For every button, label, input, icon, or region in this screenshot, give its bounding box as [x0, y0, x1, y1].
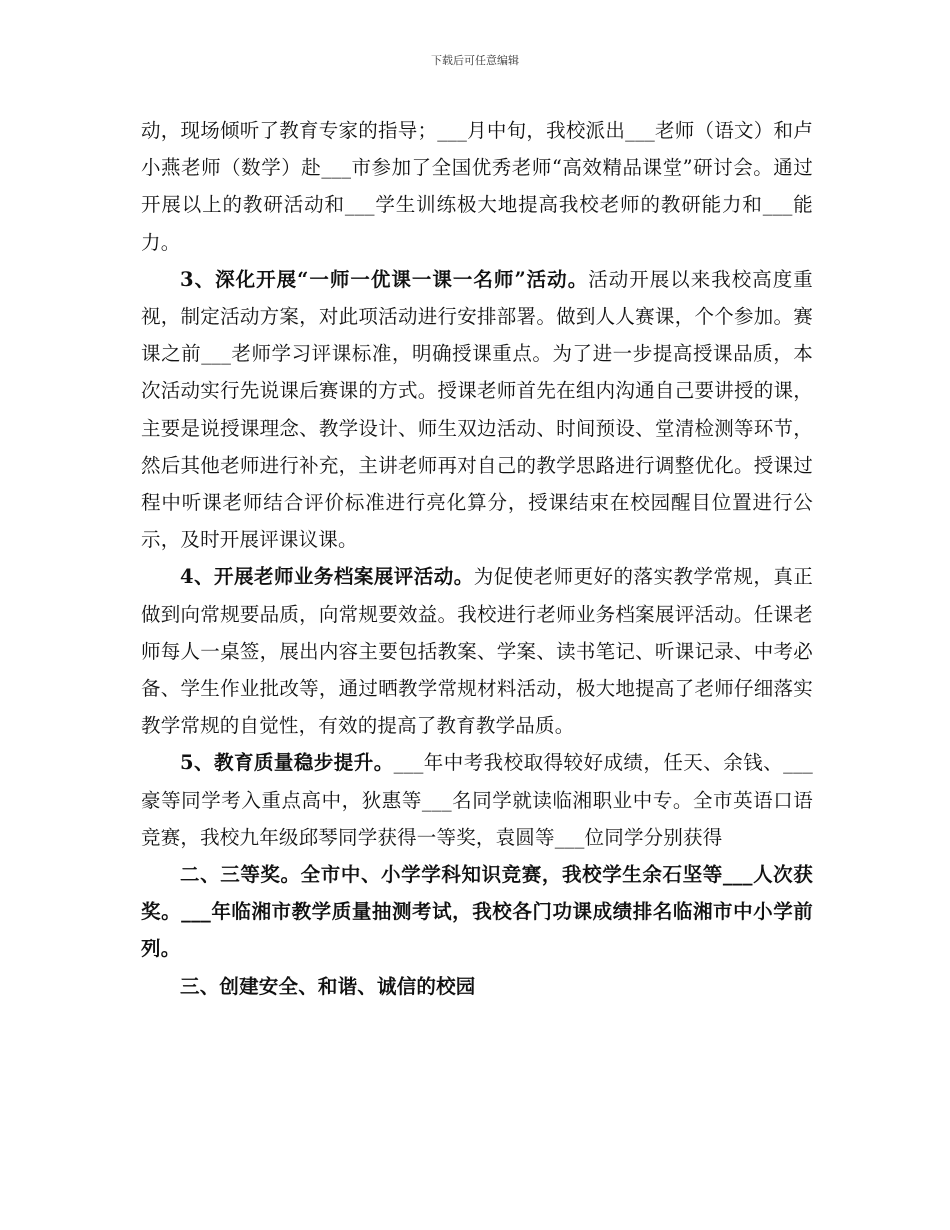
- section-heading: 三、创建安全、和谐、诚信的校园: [180, 974, 476, 998]
- page-header: 下载后可任意编辑: [431, 54, 519, 67]
- paragraph-heading: 4、开展老师业务档案展评活动。: [180, 565, 474, 589]
- document-body: [141, 112, 813, 1005]
- paragraph-heading: 二、三等奖。全市中、小学学科知识竞赛，我校学生余石坚等___人次获奖。___年临湘市教学质量抽测考试，我校各门功课成绩排名临湘市中小学前列。: [141, 863, 813, 961]
- paragraph-body: ___年中考我校取得较好成绩，任天、余钱、___豪等同学考入重点高中，狄惠等___名同学就读临湘职业中专。全市英语口语竞赛，我校九年级邱琴同学获得一等奖，袁圆等___位同学分别获得: [141, 751, 813, 849]
- paragraph-item-5: [141, 744, 813, 856]
- paragraph-item-4: [141, 558, 813, 744]
- paragraph-body: 活动开展以来我校高度重视，制定活动方案，对此项活动进行安排部署。做到人人赛课，个个参加。赛课之前___老师学习评课标准，明确授课重点。为了进一步提高授课品质，本次活动实行先说课后赛课的方式。授课老师首先在组内沟通自己要讲授的课，主要是说授课理念、教学设计、师生双边活动、时间预设、堂清检测等环节，然后其他老师进行补充，主讲老师再对自己的教学思路进行调整优化。授课过程中听课老师结合评价标准进行亮化算分，授课结束在校园醒目位置进行公示，及时开展评课议课。: [141, 267, 813, 552]
- paragraph-heading: 3、深化开展“一师一优课一课一名师”活动。: [180, 267, 589, 291]
- paragraph-continuation: [141, 112, 813, 261]
- section-heading-3: [141, 968, 813, 1005]
- paragraph-awards: [141, 856, 813, 968]
- paragraph-heading: 5、教育质量稳步提升。: [180, 751, 394, 775]
- paragraph-body: 为促使老师更好的落实教学常规，真正做到向常规要品质，向常规要效益。我校进行老师业务档案展评活动。任课老师每人一桌签，展出内容主要包括教案、学案、读书笔记、听课记录、中考必备、学生作业批改等，通过晒教学常规材料活动，极大地提高了老师仔细落实教学常规的自觉性，有效的提高了教育教学品质。: [141, 565, 813, 738]
- paragraph-body: 动，现场倾听了教育专家的指导；___月中旬，我校派出___老师（语文）和卢小燕老师（数学）赴___市参加了全国优秀老师“高效精品课堂”研讨会。通过开展以上的教研活动和___学生训练极大地提高我校老师的教研能力和___能力。: [141, 119, 813, 254]
- paragraph-item-3: [141, 261, 813, 559]
